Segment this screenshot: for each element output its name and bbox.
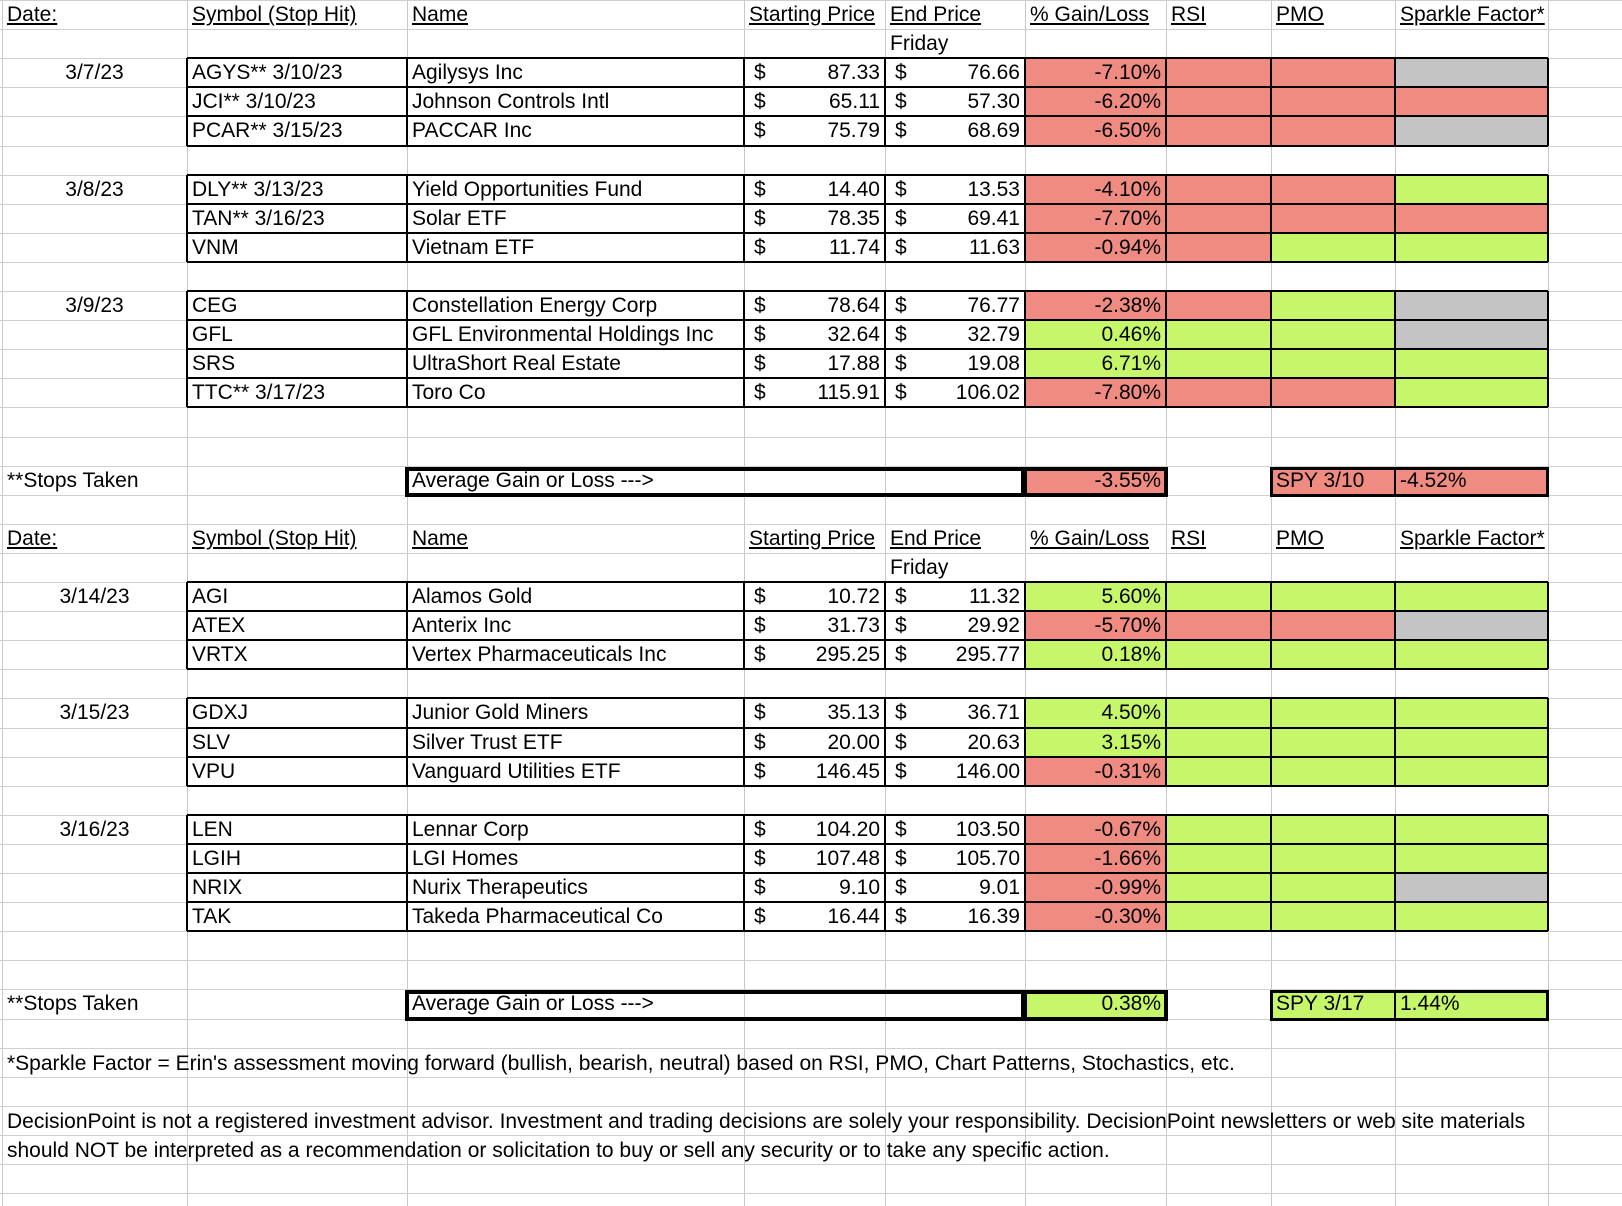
starting-price-cell-currency: $ (754, 876, 766, 899)
starting-price-cell[interactable]: 104.20 (815, 818, 880, 841)
end-price-cell[interactable]: 11.63 (969, 236, 1020, 259)
sparkle-indicator (1396, 292, 1547, 319)
spy-label[interactable]: SPY 3/10 (1276, 469, 1365, 492)
symbol-cell[interactable]: ATEX (192, 614, 246, 637)
starting-price-cell[interactable]: 35.13 (827, 701, 880, 724)
starting-price-cell-currency: $ (754, 760, 766, 783)
end-price-cell-currency: $ (895, 614, 907, 637)
end-price-cell-currency: $ (895, 876, 907, 899)
name-cell[interactable]: UltraShort Real Estate (412, 352, 621, 375)
sparkle-indicator (1396, 903, 1547, 930)
sparkle-indicator (1396, 205, 1547, 232)
starting-price-cell-currency: $ (754, 61, 766, 84)
pmo-indicator (1272, 816, 1394, 843)
starting-price-cell-currency: $ (754, 847, 766, 870)
symbol-cell[interactable]: TTC** 3/17/23 (192, 381, 326, 404)
rsi-indicator (1167, 903, 1270, 930)
starting-price-cell-currency: $ (754, 207, 766, 230)
rsi-indicator (1167, 583, 1270, 610)
symbol-cell[interactable]: VRTX (192, 643, 248, 666)
starting-price-cell-currency: $ (754, 323, 766, 346)
header-rsi[interactable]: RSI (1171, 527, 1207, 550)
pmo-indicator (1272, 583, 1394, 610)
gain-loss-cell[interactable]: -0.31% (1094, 760, 1161, 783)
starting-price-cell[interactable]: 32.64 (827, 323, 880, 346)
row-gridline (0, 960, 1622, 961)
symbol-cell[interactable]: VPU (192, 760, 236, 783)
header-sparkle-factor[interactable]: Sparkle Factor* (1400, 527, 1545, 550)
sparkle-indicator (1396, 758, 1547, 785)
end-price-cell[interactable]: 32.79 (967, 323, 1020, 346)
sparkle-indicator (1396, 88, 1547, 115)
sparkle-indicator (1396, 583, 1547, 610)
stops-taken-label[interactable]: **Stops Taken (7, 469, 139, 492)
name-cell[interactable]: Takeda Pharmaceutical Co (412, 905, 663, 928)
pmo-indicator (1272, 641, 1394, 668)
header-name[interactable]: Name (412, 527, 469, 550)
end-price-cell[interactable]: 68.69 (967, 119, 1020, 142)
spy-value[interactable]: -4.52% (1400, 469, 1467, 492)
sparkle-indicator (1396, 176, 1547, 203)
pmo-indicator (1272, 117, 1394, 145)
gain-loss-cell[interactable]: -4.10% (1094, 178, 1161, 201)
average-value[interactable]: 0.38% (1101, 992, 1161, 1015)
end-price-cell[interactable]: 146.00 (955, 760, 1020, 783)
row-gridline (0, 1193, 1622, 1194)
trade-date[interactable]: 3/16/23 (59, 818, 130, 841)
starting-price-cell-currency: $ (754, 119, 766, 142)
end-price-cell[interactable]: 69.41 (967, 207, 1020, 230)
symbol-cell[interactable]: AGYS** 3/10/23 (192, 61, 343, 84)
symbol-cell[interactable]: SLV (192, 731, 231, 754)
header-gain-loss[interactable]: % Gain/Loss (1030, 527, 1150, 550)
starting-price-cell[interactable]: 10.72 (827, 585, 880, 608)
pmo-indicator (1272, 88, 1394, 115)
header-end-price-sub[interactable]: Friday (890, 556, 949, 579)
symbol-cell[interactable]: GDXJ (192, 701, 249, 724)
gain-loss-cell[interactable]: -2.38% (1094, 294, 1161, 317)
starting-price-cell[interactable]: 75.79 (827, 119, 880, 142)
pmo-indicator (1272, 612, 1394, 639)
rsi-indicator (1167, 612, 1270, 639)
stops-taken-label[interactable]: **Stops Taken (7, 992, 139, 1015)
sparkle-indicator (1396, 816, 1547, 843)
symbol-cell[interactable]: SRS (192, 352, 236, 375)
starting-price-cell[interactable]: 87.33 (827, 61, 880, 84)
sparkle-indicator (1396, 699, 1547, 727)
rsi-indicator (1167, 176, 1270, 203)
end-price-cell[interactable]: 19.08 (967, 352, 1020, 375)
group-vborder (1547, 582, 1549, 669)
end-price-cell[interactable]: 106.02 (955, 381, 1020, 404)
pmo-indicator (1272, 729, 1394, 756)
gain-loss-cell[interactable]: 4.50% (1101, 701, 1161, 724)
header-pmo[interactable]: PMO (1276, 527, 1324, 550)
pmo-indicator (1272, 845, 1394, 872)
trade-date[interactable]: 3/9/23 (65, 294, 124, 317)
name-cell[interactable]: Agilysys Inc (412, 61, 523, 84)
symbol-cell[interactable]: CEG (192, 294, 238, 317)
starting-price-cell-currency: $ (754, 818, 766, 841)
end-price-cell-currency: $ (895, 236, 907, 259)
end-price-cell-currency: $ (895, 90, 907, 113)
gain-loss-cell[interactable]: -7.70% (1094, 207, 1161, 230)
name-cell[interactable]: Alamos Gold (412, 585, 533, 608)
end-price-cell[interactable]: 11.32 (969, 585, 1020, 608)
pmo-indicator (1272, 874, 1394, 901)
name-cell[interactable]: LGI Homes (412, 847, 519, 870)
starting-price-cell-currency: $ (754, 905, 766, 928)
sparkle-indicator (1396, 729, 1547, 756)
starting-price-cell[interactable]: 78.35 (827, 207, 880, 230)
rsi-indicator (1167, 816, 1270, 843)
rsi-indicator (1167, 699, 1270, 727)
pmo-indicator (1272, 292, 1394, 319)
name-cell[interactable]: Vertex Pharmaceuticals Inc (412, 643, 667, 666)
sparkle-indicator (1396, 321, 1547, 348)
pmo-indicator (1272, 59, 1394, 86)
rsi-indicator (1167, 321, 1270, 348)
starting-price-cell-currency: $ (754, 294, 766, 317)
gain-loss-cell[interactable]: 6.71% (1101, 352, 1161, 375)
gain-loss-cell[interactable]: 0.46% (1101, 323, 1161, 346)
sparkle-indicator (1396, 59, 1547, 86)
pmo-indicator (1272, 758, 1394, 785)
starting-price-cell-currency: $ (754, 90, 766, 113)
rsi-indicator (1167, 758, 1270, 785)
gain-loss-cell[interactable]: 5.60% (1101, 585, 1161, 608)
end-price-cell-currency: $ (895, 207, 907, 230)
name-cell[interactable]: PACCAR Inc (412, 119, 532, 142)
name-cell[interactable]: Solar ETF (412, 207, 507, 230)
sparkle-indicator (1396, 379, 1547, 406)
end-price-cell-currency: $ (895, 61, 907, 84)
starting-price-cell[interactable]: 20.00 (827, 731, 880, 754)
symbol-cell[interactable]: LEN (192, 818, 233, 841)
symbol-cell[interactable]: TAK (192, 905, 232, 928)
end-price-cell[interactable]: 76.66 (967, 61, 1020, 84)
symbol-cell[interactable]: GFL (192, 323, 233, 346)
header-pmo[interactable]: PMO (1276, 3, 1324, 26)
starting-price-cell[interactable]: 146.45 (815, 760, 880, 783)
name-cell[interactable]: Constellation Energy Corp (412, 294, 658, 317)
pmo-indicator (1272, 176, 1394, 203)
name-cell[interactable]: Vanguard Utilities ETF (412, 760, 621, 783)
starting-price-cell-currency: $ (754, 731, 766, 754)
starting-price-cell[interactable]: 115.91 (817, 381, 880, 404)
row-gridline (0, 553, 1622, 554)
end-price-cell[interactable]: 36.71 (967, 701, 1020, 724)
name-cell[interactable]: Yield Opportunities Fund (412, 178, 643, 201)
gain-loss-cell[interactable]: -6.50% (1094, 119, 1161, 142)
header-end-price[interactable]: End Price (890, 3, 982, 26)
rsi-indicator (1167, 88, 1270, 115)
sparkle-indicator (1396, 874, 1547, 901)
trade-date[interactable]: 3/15/23 (59, 701, 130, 724)
symbol-cell[interactable]: AGI (192, 585, 229, 608)
row-gridline (0, 437, 1622, 438)
rsi-indicator (1167, 234, 1270, 261)
end-price-cell[interactable]: 103.50 (955, 818, 1020, 841)
name-cell[interactable]: Anterix Inc (412, 614, 512, 637)
starting-price-cell-currency: $ (754, 585, 766, 608)
end-price-cell-currency: $ (895, 119, 907, 142)
symbol-cell[interactable]: TAN** 3/16/23 (192, 207, 325, 230)
gain-loss-cell[interactable]: -0.30% (1094, 905, 1161, 928)
end-price-cell[interactable]: 20.63 (967, 731, 1020, 754)
header-rsi[interactable]: RSI (1171, 3, 1207, 26)
average-label[interactable]: Average Gain or Loss ---> (412, 469, 654, 492)
footnote: *Sparkle Factor = Erin's assessment moving forward (bullish, bearish, neutral) based on RSI, PMO, Chart Patterns, Stochastics, etc. (7, 1052, 1235, 1075)
gain-loss-cell[interactable]: -0.99% (1094, 876, 1161, 899)
name-cell[interactable]: Vietnam ETF (412, 236, 535, 259)
end-price-cell-currency: $ (895, 847, 907, 870)
gain-loss-cell[interactable]: -0.94% (1094, 236, 1161, 259)
sparkle-indicator (1396, 612, 1547, 639)
header-gain-loss[interactable]: % Gain/Loss (1030, 3, 1150, 26)
pmo-indicator (1272, 350, 1394, 377)
symbol-cell[interactable]: NRIX (192, 876, 243, 899)
end-price-cell[interactable]: 295.77 (955, 643, 1020, 666)
starting-price-cell[interactable]: 295.25 (815, 643, 880, 666)
average-label[interactable]: Average Gain or Loss ---> (412, 992, 654, 1015)
trade-date[interactable]: 3/8/23 (65, 178, 124, 201)
starting-price-cell[interactable]: 65.11 (829, 90, 880, 113)
starting-price-cell-currency: $ (754, 352, 766, 375)
pmo-indicator (1272, 379, 1394, 406)
end-price-cell-currency: $ (895, 585, 907, 608)
gain-loss-cell[interactable]: -7.80% (1094, 381, 1161, 404)
pmo-indicator (1272, 903, 1394, 930)
starting-price-cell[interactable]: 17.88 (827, 352, 880, 375)
pmo-indicator (1272, 699, 1394, 727)
name-cell[interactable]: Toro Co (412, 381, 486, 404)
end-price-cell[interactable]: 16.39 (967, 905, 1020, 928)
end-price-cell-currency: $ (895, 731, 907, 754)
symbol-cell[interactable]: DLY** 3/13/23 (192, 178, 324, 201)
end-price-cell-currency: $ (895, 294, 907, 317)
name-cell[interactable]: Silver Trust ETF (412, 731, 563, 754)
header-symbol[interactable]: Symbol (Stop Hit) (192, 527, 357, 550)
end-price-cell[interactable]: 105.70 (955, 847, 1020, 870)
sparkle-indicator (1396, 234, 1547, 261)
end-price-cell[interactable]: 13.53 (967, 178, 1020, 201)
gain-loss-cell[interactable]: -5.70% (1094, 614, 1161, 637)
starting-price-cell[interactable]: 9.10 (839, 876, 880, 899)
sparkle-indicator (1396, 845, 1547, 872)
end-price-cell[interactable]: 29.92 (967, 614, 1020, 637)
end-price-cell[interactable]: 9.01 (979, 876, 1020, 899)
name-cell[interactable]: Johnson Controls Intl (412, 90, 610, 113)
rsi-indicator (1167, 292, 1270, 319)
name-cell[interactable]: Nurix Therapeutics (412, 876, 588, 899)
starting-price-cell[interactable]: 11.74 (829, 236, 880, 259)
starting-price-cell[interactable]: 78.64 (827, 294, 880, 317)
gain-loss-cell[interactable]: 0.18% (1101, 643, 1161, 666)
sparkle-indicator (1396, 641, 1547, 668)
starting-price-cell-currency: $ (754, 236, 766, 259)
symbol-cell[interactable]: VNM (192, 236, 239, 259)
rsi-indicator (1167, 117, 1270, 145)
end-price-cell[interactable]: 76.77 (967, 294, 1020, 317)
starting-price-cell-currency: $ (754, 614, 766, 637)
symbol-cell[interactable]: LGIH (192, 847, 242, 870)
trade-date[interactable]: 3/14/23 (59, 585, 130, 608)
header-starting-price[interactable]: Starting Price (749, 3, 876, 26)
row-gridline (0, 29, 1622, 30)
header-name[interactable]: Name (412, 3, 469, 26)
header-end-price[interactable]: End Price (890, 527, 982, 550)
starting-price-cell[interactable]: 14.40 (827, 178, 880, 201)
symbol-cell[interactable]: PCAR** 3/15/23 (192, 119, 343, 142)
average-value[interactable]: -3.55% (1094, 469, 1161, 492)
name-cell[interactable]: Junior Gold Miners (412, 701, 589, 724)
rsi-indicator (1167, 379, 1270, 406)
end-price-cell-currency: $ (895, 701, 907, 724)
symbol-cell[interactable]: JCI** 3/10/23 (192, 90, 316, 113)
group-vborder (1547, 698, 1549, 786)
gain-loss-cell[interactable]: -1.66% (1094, 847, 1161, 870)
end-price-cell-currency: $ (895, 643, 907, 666)
rsi-indicator (1167, 641, 1270, 668)
rsi-indicator (1167, 845, 1270, 872)
starting-price-cell[interactable]: 16.44 (827, 905, 880, 928)
end-price-cell-currency: $ (895, 178, 907, 201)
header-sparkle-factor[interactable]: Sparkle Factor* (1400, 3, 1545, 26)
end-price-cell-currency: $ (895, 323, 907, 346)
disclaimer-line: should NOT be interpreted as a recommendation or solicitation to buy or sell any security or to take any specific action. (7, 1139, 1110, 1162)
rsi-indicator (1167, 874, 1270, 901)
starting-price-cell-currency: $ (754, 178, 766, 201)
starting-price-cell[interactable]: 107.48 (815, 847, 880, 870)
pmo-indicator (1272, 321, 1394, 348)
pmo-indicator (1272, 234, 1394, 261)
end-price-cell-currency: $ (895, 760, 907, 783)
gain-loss-cell[interactable]: -6.20% (1094, 90, 1161, 113)
header-end-price-sub[interactable]: Friday (890, 32, 949, 55)
rsi-indicator (1167, 729, 1270, 756)
header-date[interactable]: Date: (7, 527, 58, 550)
header-date[interactable]: Date: (7, 3, 58, 26)
disclaimer-line: DecisionPoint is not a registered investment advisor. Investment and trading decisions are solely your responsibility. DecisionPoint newsletters or web site materials (7, 1110, 1526, 1133)
end-price-cell-currency: $ (895, 381, 907, 404)
pmo-indicator (1272, 205, 1394, 232)
starting-price-cell-currency: $ (754, 701, 766, 724)
end-price-cell-currency: $ (895, 905, 907, 928)
group-vborder (1547, 58, 1549, 146)
end-price-cell[interactable]: 57.30 (967, 90, 1020, 113)
gain-loss-cell[interactable]: -0.67% (1094, 818, 1161, 841)
header-symbol[interactable]: Symbol (Stop Hit) (192, 3, 357, 26)
name-cell[interactable]: Lennar Corp (412, 818, 529, 841)
group-vborder (1547, 175, 1549, 262)
spy-value[interactable]: 1.44% (1400, 992, 1460, 1015)
gain-loss-cell[interactable]: -7.10% (1094, 61, 1161, 84)
name-cell[interactable]: GFL Environmental Holdings Inc (412, 323, 714, 346)
starting-price-cell[interactable]: 31.73 (827, 614, 880, 637)
sparkle-indicator (1396, 350, 1547, 377)
end-price-cell-currency: $ (895, 818, 907, 841)
trade-date[interactable]: 3/7/23 (65, 61, 124, 84)
header-starting-price[interactable]: Starting Price (749, 527, 876, 550)
starting-price-cell-currency: $ (754, 381, 766, 404)
spy-label[interactable]: SPY 3/17 (1276, 992, 1365, 1015)
rsi-indicator (1167, 59, 1270, 86)
end-price-cell-currency: $ (895, 352, 907, 375)
sparkle-indicator (1396, 117, 1547, 145)
rsi-indicator (1167, 205, 1270, 232)
rsi-indicator (1167, 350, 1270, 377)
starting-price-cell-currency: $ (754, 643, 766, 666)
gain-loss-cell[interactable]: 3.15% (1101, 731, 1161, 754)
